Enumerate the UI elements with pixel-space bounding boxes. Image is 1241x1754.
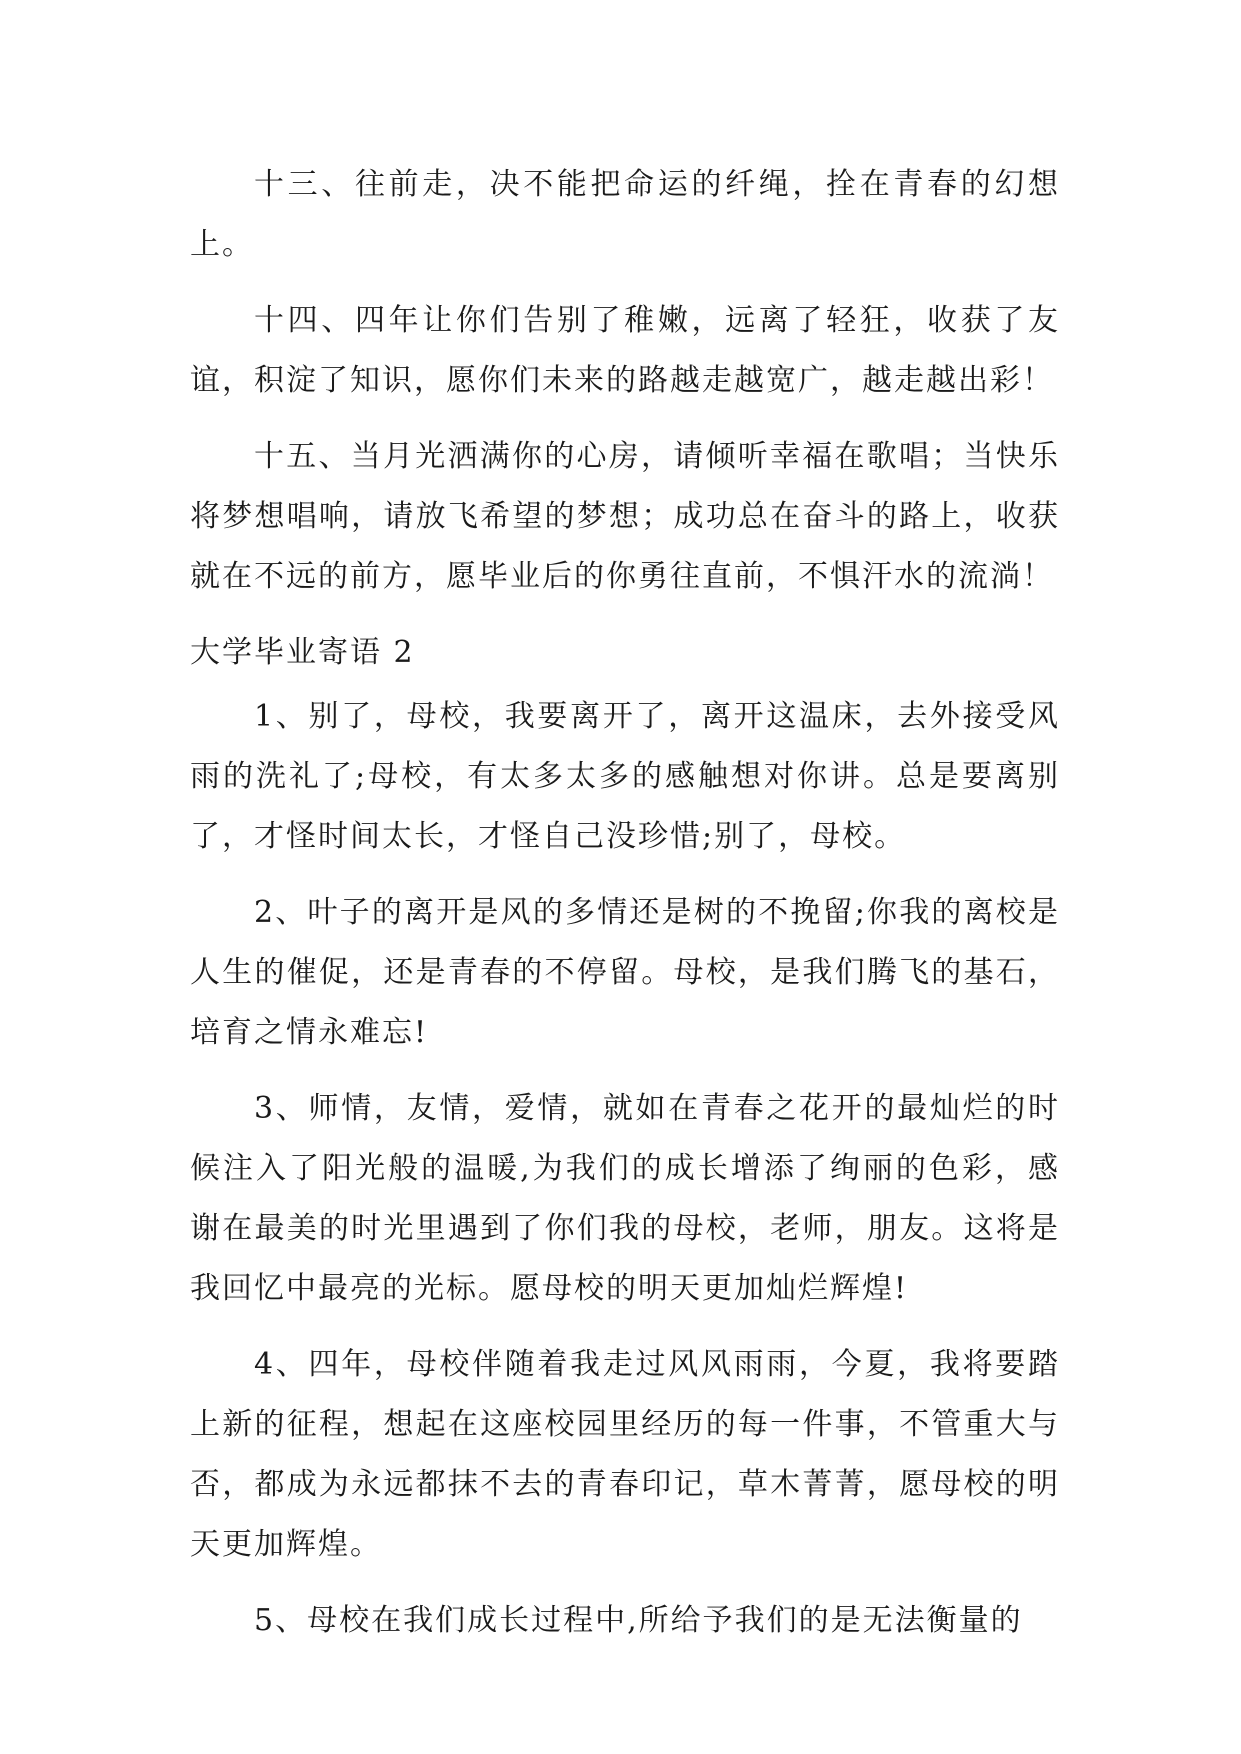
paragraph-4: 4、四年，母校伴随着我走过风风雨雨，今夏，我将要踏上新的征程，想起在这座校园里经历的每一件事，不管重大与否，都成为永远都抹不去的青春印记，草木菁菁，愿母校的明天更加辉煌。	[190, 1347, 1060, 1562]
paragraph-14: 十四、四年让你们告别了稚嫩，远离了轻狂，收获了友谊，积淀了知识，愿你们未来的路越走越宽广，越走越出彩！	[190, 303, 1060, 398]
paragraph-2: 2、叶子的离开是风的多情还是树的不挽留;你我的离校是人生的催促，还是青春的不停留。母校，是我们腾飞的基石，培育之情永难忘!	[190, 895, 1060, 1050]
paragraph-3: 3、师情，友情，爱情，就如在青春之花开的最灿烂的时候注入了阳光般的温暖,为我们的成长增添了绚丽的色彩，感谢在最美的时光里遇到了你们我的母校，老师，朋友。这将是我回忆中最亮的光标。愿母校的明天更加灿烂辉煌!	[190, 1091, 1060, 1306]
paragraph-13: 十三、往前走，决不能把命运的纤绳，拴在青春的幻想上。	[190, 167, 1060, 262]
paragraph-5: 5、母校在我们成长过程中,所给予我们的是无法衡量的	[254, 1603, 1023, 1638]
paragraph-15: 十五、当月光洒满你的心房，请倾听幸福在歌唱；当快乐将梦想唱响，请放飞希望的梦想；成功总在奋斗的路上，收获就在不远的前方，愿毕业后的你勇往直前，不惧汗水的流淌！	[190, 439, 1060, 594]
paragraph-1: 1、别了，母校，我要离开了，离开这温床，去外接受风雨的洗礼了;母校，有太多太多的感触想对你讲。总是要离别了，才怪时间太长，才怪自己没珍惜;别了，母校。	[190, 699, 1060, 854]
section-heading: 大学毕业寄语 2	[190, 635, 415, 670]
document-page	[190, 155, 1060, 1667]
